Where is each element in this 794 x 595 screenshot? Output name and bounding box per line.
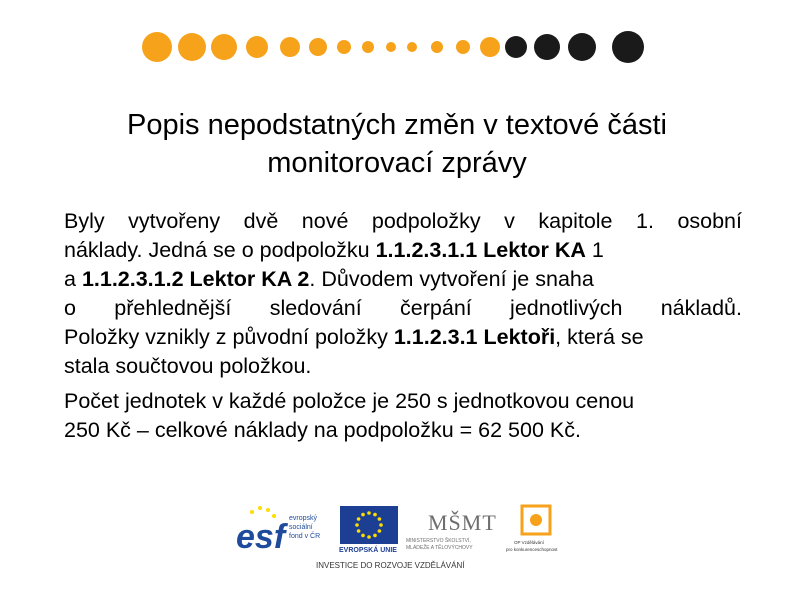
svg-text:esf: esf — [236, 518, 286, 556]
svg-text:fond v ČR: fond v ČR — [289, 533, 321, 540]
esf-logo — [236, 504, 320, 556]
decorative-dot — [309, 38, 327, 56]
decorative-dot — [612, 31, 644, 63]
decorative-dot — [431, 41, 443, 53]
text-line: o přehlednější sledování čerpání jednotlivých nákladů. — [64, 296, 742, 320]
msmt-logo — [406, 510, 497, 551]
logo-footer-text: INVESTICE DO ROZVOJE VZDĚLÁVÁNÍ — [316, 561, 465, 570]
eu-star — [379, 523, 383, 527]
eu-star — [378, 517, 382, 521]
eu-star — [357, 529, 361, 533]
eu-flag-logo — [339, 506, 398, 554]
svg-text:MŠMT: MŠMT — [428, 510, 497, 535]
decorative-dot — [142, 32, 172, 62]
slide-body — [64, 207, 742, 445]
decorative-dot — [337, 40, 351, 54]
text-line: stala součtovou položkou. — [64, 354, 312, 378]
slide-title — [60, 106, 734, 182]
text-line: náklady. Jedná se o podpoložku 1.1.2.3.1.1 Lektor KA 1 — [64, 238, 604, 262]
text-line: Byly vytvořeny dvě nové podpoložky v kapitole 1. osobní — [64, 209, 742, 233]
logo-strip — [230, 498, 580, 578]
paragraph-units — [64, 387, 742, 445]
svg-text:OP Vzdělávání: OP Vzdělávání — [514, 540, 544, 545]
svg-text:evropský: evropský — [289, 515, 318, 522]
text-line: Počet jednotek v každé položce je 250 s jednotkovou cenou — [64, 389, 635, 413]
decorative-dot — [505, 36, 527, 58]
eu-star — [378, 529, 382, 533]
decorative-dot — [211, 34, 237, 60]
eu-star — [367, 535, 371, 539]
decorative-dot — [534, 34, 560, 60]
decorative-dot — [407, 42, 417, 52]
eu-star — [367, 511, 371, 515]
decorative-dot — [456, 40, 470, 54]
decorative-dot — [568, 33, 596, 61]
title-line-1: Popis nepodstatných změn v textové části — [126, 109, 667, 141]
eu-star — [355, 523, 359, 527]
text-line: a 1.1.2.3.1.2 Lektor KA 2. Důvodem vytvoření je snaha — [64, 267, 594, 291]
text-line: 250 Kč – celkové náklady na podpoložku = 62 500 Kč. — [64, 418, 581, 442]
eu-star — [373, 513, 377, 517]
text-line: Položky vznikly z původní položky 1.1.2.3.1 Lektoři, která se — [64, 325, 644, 349]
decorative-dot — [480, 37, 500, 57]
svg-text:MINISTERSTVO ŠKOLSTVÍ,: MINISTERSTVO ŠKOLSTVÍ, — [406, 538, 471, 544]
eu-star — [361, 534, 365, 538]
decorative-dot — [246, 36, 268, 58]
eu-star — [361, 513, 365, 517]
paragraph-new-subitems — [64, 207, 742, 381]
decorative-dot-row — [0, 0, 794, 100]
eu-star — [357, 517, 361, 521]
svg-text:sociální: sociální — [289, 524, 313, 531]
decorative-dot — [280, 37, 300, 57]
decorative-dot — [386, 42, 396, 52]
decorative-dot — [178, 33, 206, 61]
title-line-2: monitorovací zprávy — [267, 147, 527, 179]
svg-text:EVROPSKÁ UNIE: EVROPSKÁ UNIE — [339, 547, 397, 554]
op-vk-logo — [506, 506, 558, 552]
svg-text:MLÁDEŽE A TĚLOVÝCHOVY: MLÁDEŽE A TĚLOVÝCHOVY — [406, 545, 473, 551]
svg-text:pro konkurenceschopnost: pro konkurenceschopnost — [506, 547, 558, 552]
eu-star — [373, 534, 377, 538]
partner-logos — [230, 498, 580, 578]
decorative-dot — [362, 41, 374, 53]
